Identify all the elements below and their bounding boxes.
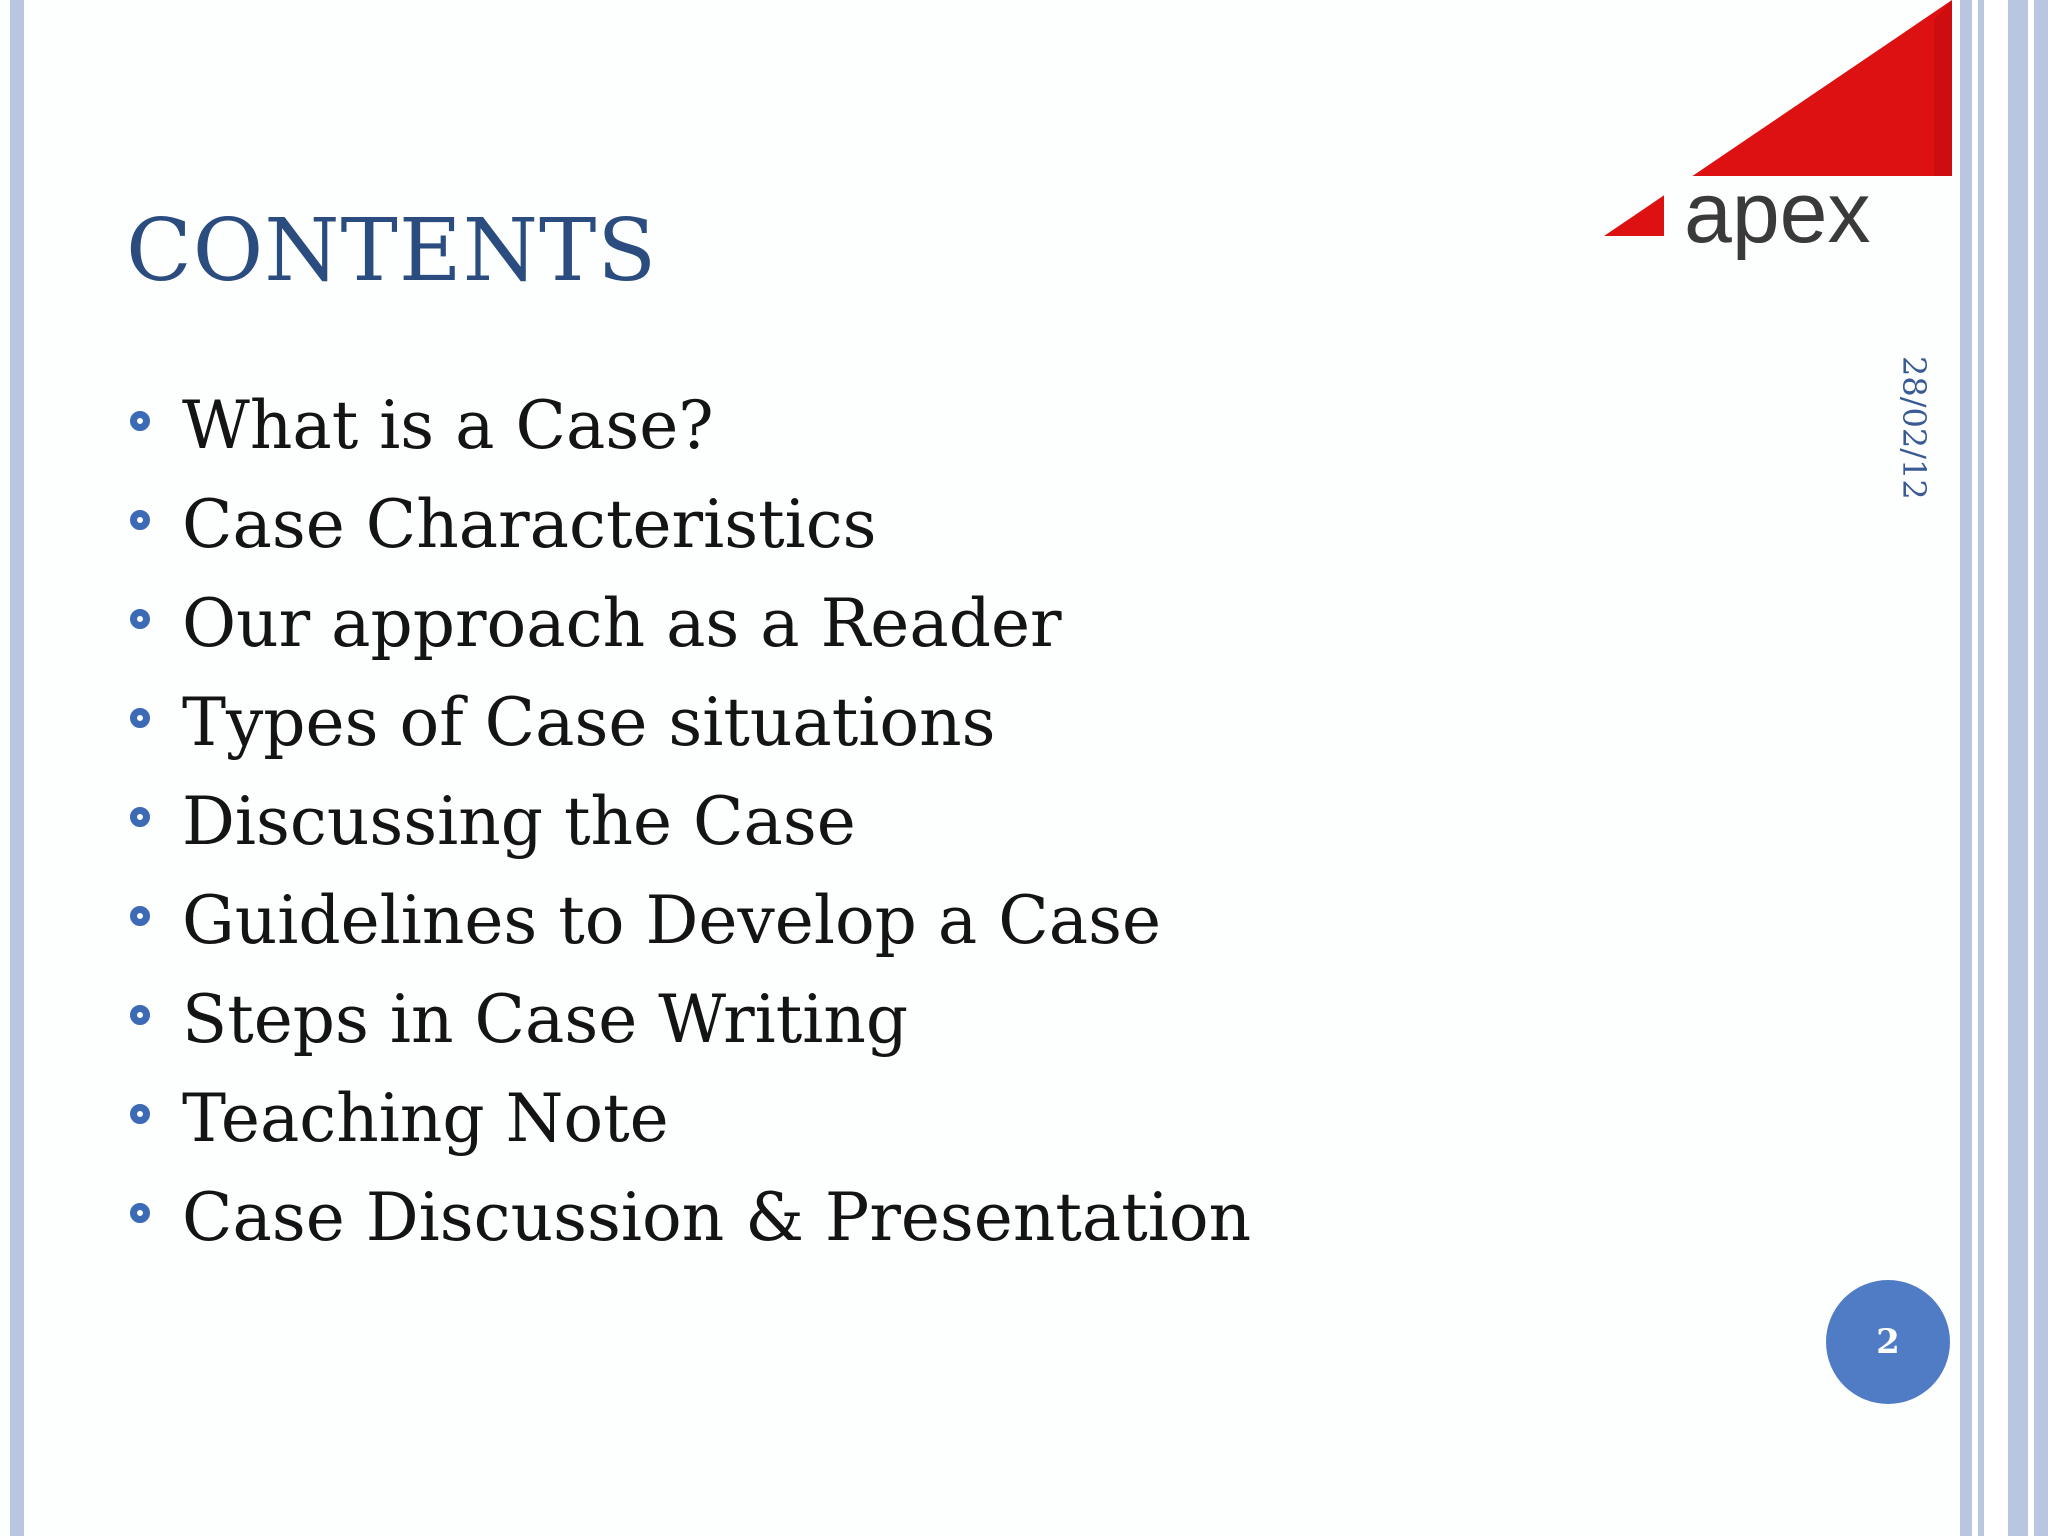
list-item-text: Steps in Case Writing [182,980,909,1058]
bullet-circle-icon [130,906,150,926]
list-item-text: Our approach as a Reader [182,584,1062,662]
list-item-text: Teaching Note [182,1079,669,1157]
bullet-circle-icon [130,1203,150,1223]
bullet-circle-icon [130,411,150,431]
list-item [126,871,1251,970]
logo-text: apex [1684,165,1871,261]
list-item [126,772,1251,871]
list-item [126,376,1251,475]
list-item-text: What is a Case? [182,386,714,464]
list-item [126,475,1251,574]
border-stripe [2008,0,2028,1536]
page-number: 2 [1876,1322,1900,1362]
list-item-text: Case Characteristics [182,485,877,563]
list-item-text: Types of Case situations [182,683,996,761]
slide-title: CONTENTS [126,201,658,301]
slide-date: 28/02/12 [1895,356,1933,500]
page-number-badge [1826,1280,1950,1404]
bullet-circle-icon [130,510,150,530]
list-item-text: Guidelines to Develop a Case [182,881,1162,959]
contents-list [126,376,1251,1267]
border-stripe [2034,0,2048,1536]
list-item [126,970,1251,1069]
bullet-circle-icon [130,1104,150,1124]
bullet-circle-icon [130,708,150,728]
list-item-text: Discussing the Case [182,782,856,860]
list-item [126,673,1251,772]
apex-logo [1604,0,1956,262]
list-item [126,1168,1251,1267]
border-stripe [1984,0,2008,1536]
border-stripe [1960,0,1972,1536]
left-border-bar [10,0,24,1536]
right-border-bars [1960,0,2048,1536]
bullet-circle-icon [130,807,150,827]
list-item-text: Case Discussion & Presentation [182,1178,1252,1256]
list-item [126,574,1251,673]
bullet-circle-icon [130,1005,150,1025]
list-item [126,1069,1251,1168]
apex-logo-icon [1604,0,1956,262]
bullet-circle-icon [130,609,150,629]
